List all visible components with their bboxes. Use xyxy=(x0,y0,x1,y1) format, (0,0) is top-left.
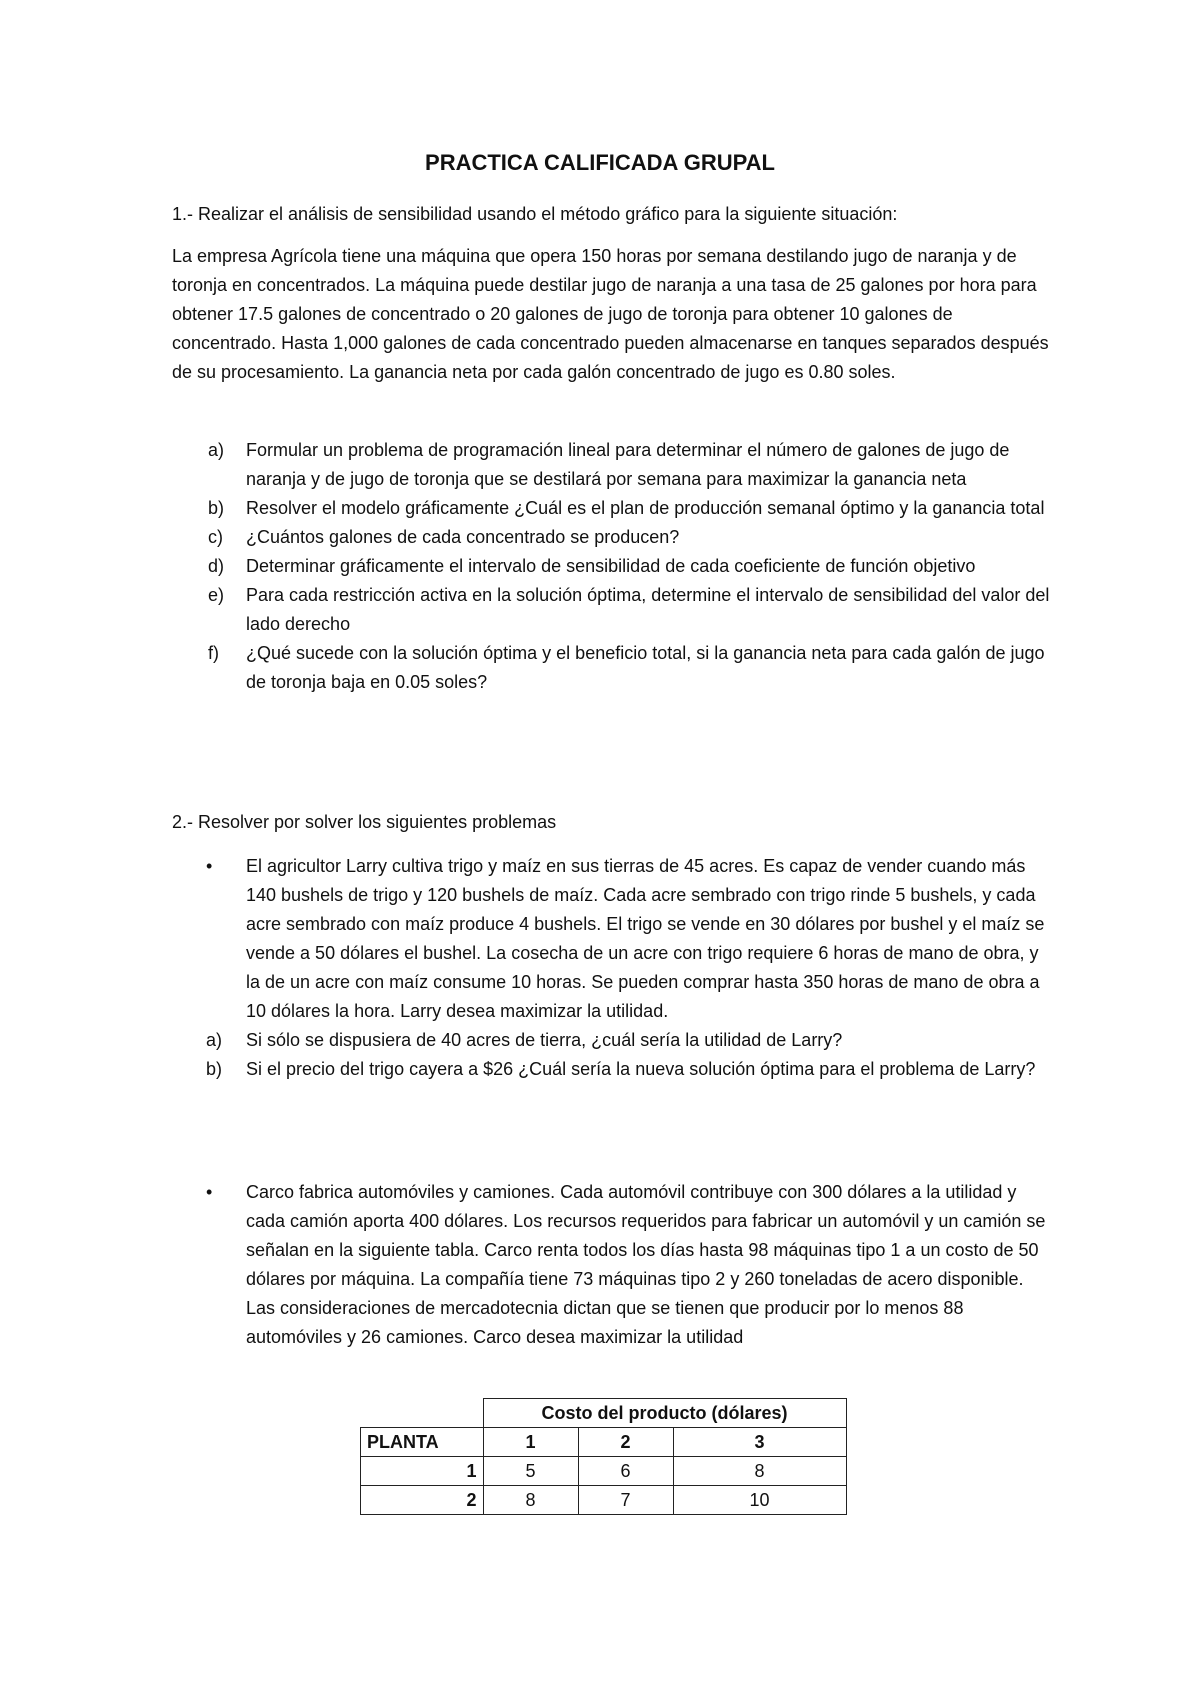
list-item xyxy=(172,852,1052,1026)
item-text: Para cada restricción activa en la solución óptima, determine el intervalo de sensibilidad del valor del lado derecho xyxy=(246,585,1050,634)
carco-text: Carco fabrica automóviles y camiones. Cada automóvil contribuye con 300 dólares a la utilidad y cada camión aporta 400 dólares. Los recursos requeridos para fabricar un automóvil y un camión se señalan en la siguiente tabla. Carco renta todos los días hasta 98 máquinas tipo 1 a un costo de 50 dólares por máquina. La compañía tiene 73 máquinas tipo 2 y 260 toneladas de acero disponible. Las consideraciones de mercadotecnia dictan que se tienen que producir por lo menos 88 automóviles y 26 camiones. Carco desea maximizar la utilidad xyxy=(246,1182,1046,1347)
list-item xyxy=(172,639,1052,697)
bullet-icon: • xyxy=(206,856,213,876)
empty-cell xyxy=(361,1399,484,1428)
q1-item-list xyxy=(172,436,1052,697)
q1-paragraph: La empresa Agrícola tiene una máquina que opera 150 horas por semana destilando jugo de naranja y de toronja en concentrados. La máquina puede destilar jugo de naranja a una tasa de 25 galones por hora para obtener 17.5 galones de concentrado o 20 galones de jugo de toronja para obtener 10 galones de concentrado. Hasta 1,000 galones de cada concentrado pueden almacenarse en tanques separados después de su procesamiento. La ganancia neta por cada galón concentrado de jugo es 0.80 soles. xyxy=(172,246,1049,382)
table-cell: 10 xyxy=(673,1486,846,1515)
list-item xyxy=(172,581,1052,639)
item-marker: d) xyxy=(208,556,225,576)
carco-problem xyxy=(172,1178,1052,1352)
q1-heading: 1.- Realizar el análisis de sensibilidad usando el método gráfico para la siguiente situación: xyxy=(172,204,898,224)
item-marker: e) xyxy=(208,585,225,605)
list-item xyxy=(172,1178,1052,1352)
planta-cell: 1 xyxy=(361,1457,484,1486)
table-cell: 8 xyxy=(673,1457,846,1486)
item-text: Si el precio del trigo cayera a $26 ¿Cuál sería la nueva solución óptima para el problema de Larry? xyxy=(246,1059,1036,1079)
column-header-cell: 3 xyxy=(673,1428,846,1457)
item-text: Determinar gráficamente el intervalo de sensibilidad de cada coeficiente de función objetivo xyxy=(246,556,976,576)
larry-problem xyxy=(172,852,1052,1084)
item-marker: c) xyxy=(208,527,223,547)
list-item xyxy=(172,1026,1052,1055)
table-cell: 5 xyxy=(483,1457,578,1486)
table-row xyxy=(361,1457,847,1486)
item-marker: a) xyxy=(208,440,225,460)
table-header-row xyxy=(361,1399,847,1428)
item-marker: b) xyxy=(208,498,225,518)
cost-table xyxy=(360,1398,847,1515)
column-header-cell: 1 xyxy=(483,1428,578,1457)
planta-cell: 2 xyxy=(361,1486,484,1515)
list-item xyxy=(172,1055,1052,1084)
table-cell: 6 xyxy=(578,1457,673,1486)
list-item xyxy=(172,494,1052,523)
item-marker: f) xyxy=(208,643,219,663)
item-marker: b) xyxy=(206,1059,223,1079)
list-item xyxy=(172,436,1052,494)
row-header-cell: PLANTA xyxy=(361,1428,484,1457)
q2-heading: 2.- Resolver por solver los siguientes problemas xyxy=(172,812,557,832)
item-text: Formular un problema de programación lineal para determinar el número de galones de jugo de naranja y de jugo de toronja que se destilará por semana para maximizar la ganancia neta xyxy=(246,440,1010,489)
list-item xyxy=(172,523,1052,552)
group-header-cell: Costo del producto (dólares) xyxy=(483,1399,846,1428)
item-marker: a) xyxy=(206,1030,223,1050)
larry-text: El agricultor Larry cultiva trigo y maíz en sus tierras de 45 acres. Es capaz de vender cuando más 140 bushels de trigo y 120 bushels de maíz. Cada acre sembrado con trigo rinde 5 bushels, y cada acre sembrado con maíz produce 4 bushels. El trigo se vende en 30 dólares por bushel y el maíz se vende a 50 dólares el bushel. La cosecha de un acre con trigo requiere 6 horas de mano de obra, y la de un acre con maíz consume 10 horas. Se pueden comprar hasta 350 horas de mano de obra a 10 dólares la hora. Larry desea maximizar la utilidad. xyxy=(246,856,1045,1021)
page-title: PRACTICA CALIFICADA GRUPAL xyxy=(425,150,775,175)
list-item xyxy=(172,552,1052,581)
item-text: Resolver el modelo gráficamente ¿Cuál es el plan de producción semanal óptimo y la ganancia total xyxy=(246,498,1045,518)
bullet-icon: • xyxy=(206,1182,213,1202)
column-header-cell: 2 xyxy=(578,1428,673,1457)
item-text: Si sólo se dispusiera de 40 acres de tierra, ¿cuál sería la utilidad de Larry? xyxy=(246,1030,843,1050)
item-text: ¿Qué sucede con la solución óptima y el beneficio total, si la ganancia neta para cada galón de jugo de toronja baja en 0.05 soles? xyxy=(246,643,1045,692)
table-cell: 8 xyxy=(483,1486,578,1515)
table-row xyxy=(361,1486,847,1515)
table-cell: 7 xyxy=(578,1486,673,1515)
table-header-row xyxy=(361,1428,847,1457)
item-text: ¿Cuántos galones de cada concentrado se producen? xyxy=(246,527,680,547)
